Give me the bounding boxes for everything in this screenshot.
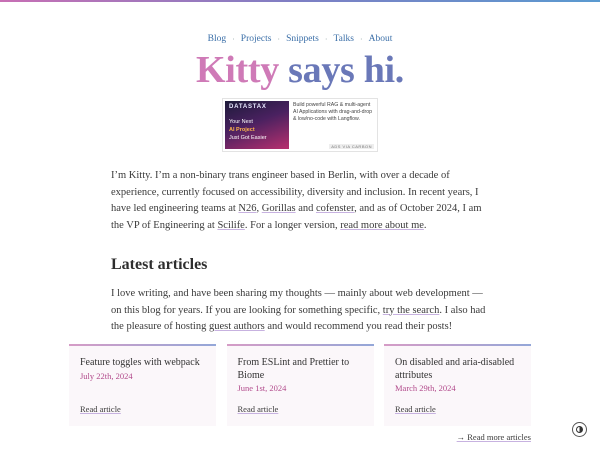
intro-paragraph [111, 168, 489, 234]
ad-brand: DATASTAX [229, 104, 267, 110]
ad-headline-3: Just Got Easier [229, 135, 267, 141]
ad-headline-2: AI Project [229, 127, 255, 133]
link-n26[interactable]: N26 [238, 203, 257, 214]
ad-headline-1: Your Next [229, 119, 253, 125]
writing-paragraph [111, 286, 489, 336]
title-says-hi: says hi. [288, 49, 404, 91]
read-more-articles-link[interactable]: → Read more articles [456, 432, 531, 442]
link-gorillas[interactable]: Gorillas [261, 203, 296, 214]
nav-link-snippets[interactable]: Snippets [286, 34, 319, 44]
article-title: From ESLint and Prettier to Biome [237, 357, 350, 381]
title-kitty: Kitty [195, 49, 279, 91]
nav-separator: · [324, 34, 328, 44]
nav-link-projects[interactable]: Projects [240, 34, 272, 44]
writing-text: . I also had the pleasure of hosting [111, 304, 486, 332]
intro-text: and [295, 203, 316, 214]
intro-text: . For a longer version, [244, 219, 341, 231]
ad-via-label[interactable]: ADS VIA CARBON [331, 144, 372, 149]
article-title: Feature toggles with webpack [80, 357, 200, 368]
page-title [0, 50, 600, 90]
ad-body[interactable]: Build powerful RAG & multi-agent AI Applications with drag-and-drop & low/no-code with Langflow. [293, 102, 373, 122]
contrast-icon [576, 426, 583, 433]
link-cofenster[interactable]: cofenster [316, 203, 355, 214]
read-article-link[interactable]: Read article [80, 404, 121, 414]
intro-text: , and as of October 2024, I am the VP of Engineering at [111, 203, 482, 231]
intro-text: I’m Kitty. I’m a non-binary trans engineer based in Berlin, with over a decade of experience, currently focused on accessibility, diversity and inclusion. In recent years, I have led engineering teams at [111, 170, 479, 214]
article-card[interactable] [69, 344, 216, 426]
link-guest-authors[interactable]: guest authors [208, 321, 265, 332]
link-scilife[interactable]: Scilife [217, 219, 245, 231]
writing-text: and would recommend you read their posts! [264, 321, 453, 332]
article-date: June 1st, 2024 [237, 383, 287, 393]
article-card[interactable] [227, 344, 374, 426]
article-date: March 29th, 2024 [395, 383, 456, 393]
intro-text: , [256, 203, 262, 214]
nav-link-blog[interactable]: Blog [207, 34, 227, 44]
nav-separator: · [359, 34, 363, 44]
link-read-more-about-me[interactable]: read more about me [340, 219, 424, 231]
theme-toggle-button[interactable] [572, 422, 587, 437]
nav-separator: · [277, 34, 281, 44]
latest-articles-heading: Latest articles [111, 256, 208, 273]
article-card[interactable] [384, 344, 531, 426]
article-cards [69, 344, 531, 426]
read-article-link[interactable]: Read article [237, 404, 279, 414]
article-date: July 22th, 2024 [80, 370, 133, 381]
nav-link-talks[interactable]: Talks [333, 34, 354, 44]
top-gradient-bar [0, 0, 600, 2]
ad-image[interactable] [225, 101, 289, 149]
link-try-the-search[interactable]: try the search [382, 304, 440, 316]
main-nav [0, 34, 600, 44]
intro-text: . [423, 219, 427, 231]
nav-link-about[interactable]: About [368, 34, 393, 44]
article-title: On disabled and aria-disabled attributes [395, 357, 515, 381]
carbon-ad[interactable] [222, 98, 378, 152]
writing-text: I love writing, and have been sharing my thoughts — mainly about web development — on this blog for years. If you are looking for something specific, [111, 288, 483, 316]
nav-separator: · [232, 34, 235, 44]
read-article-link[interactable]: Read article [395, 404, 436, 414]
